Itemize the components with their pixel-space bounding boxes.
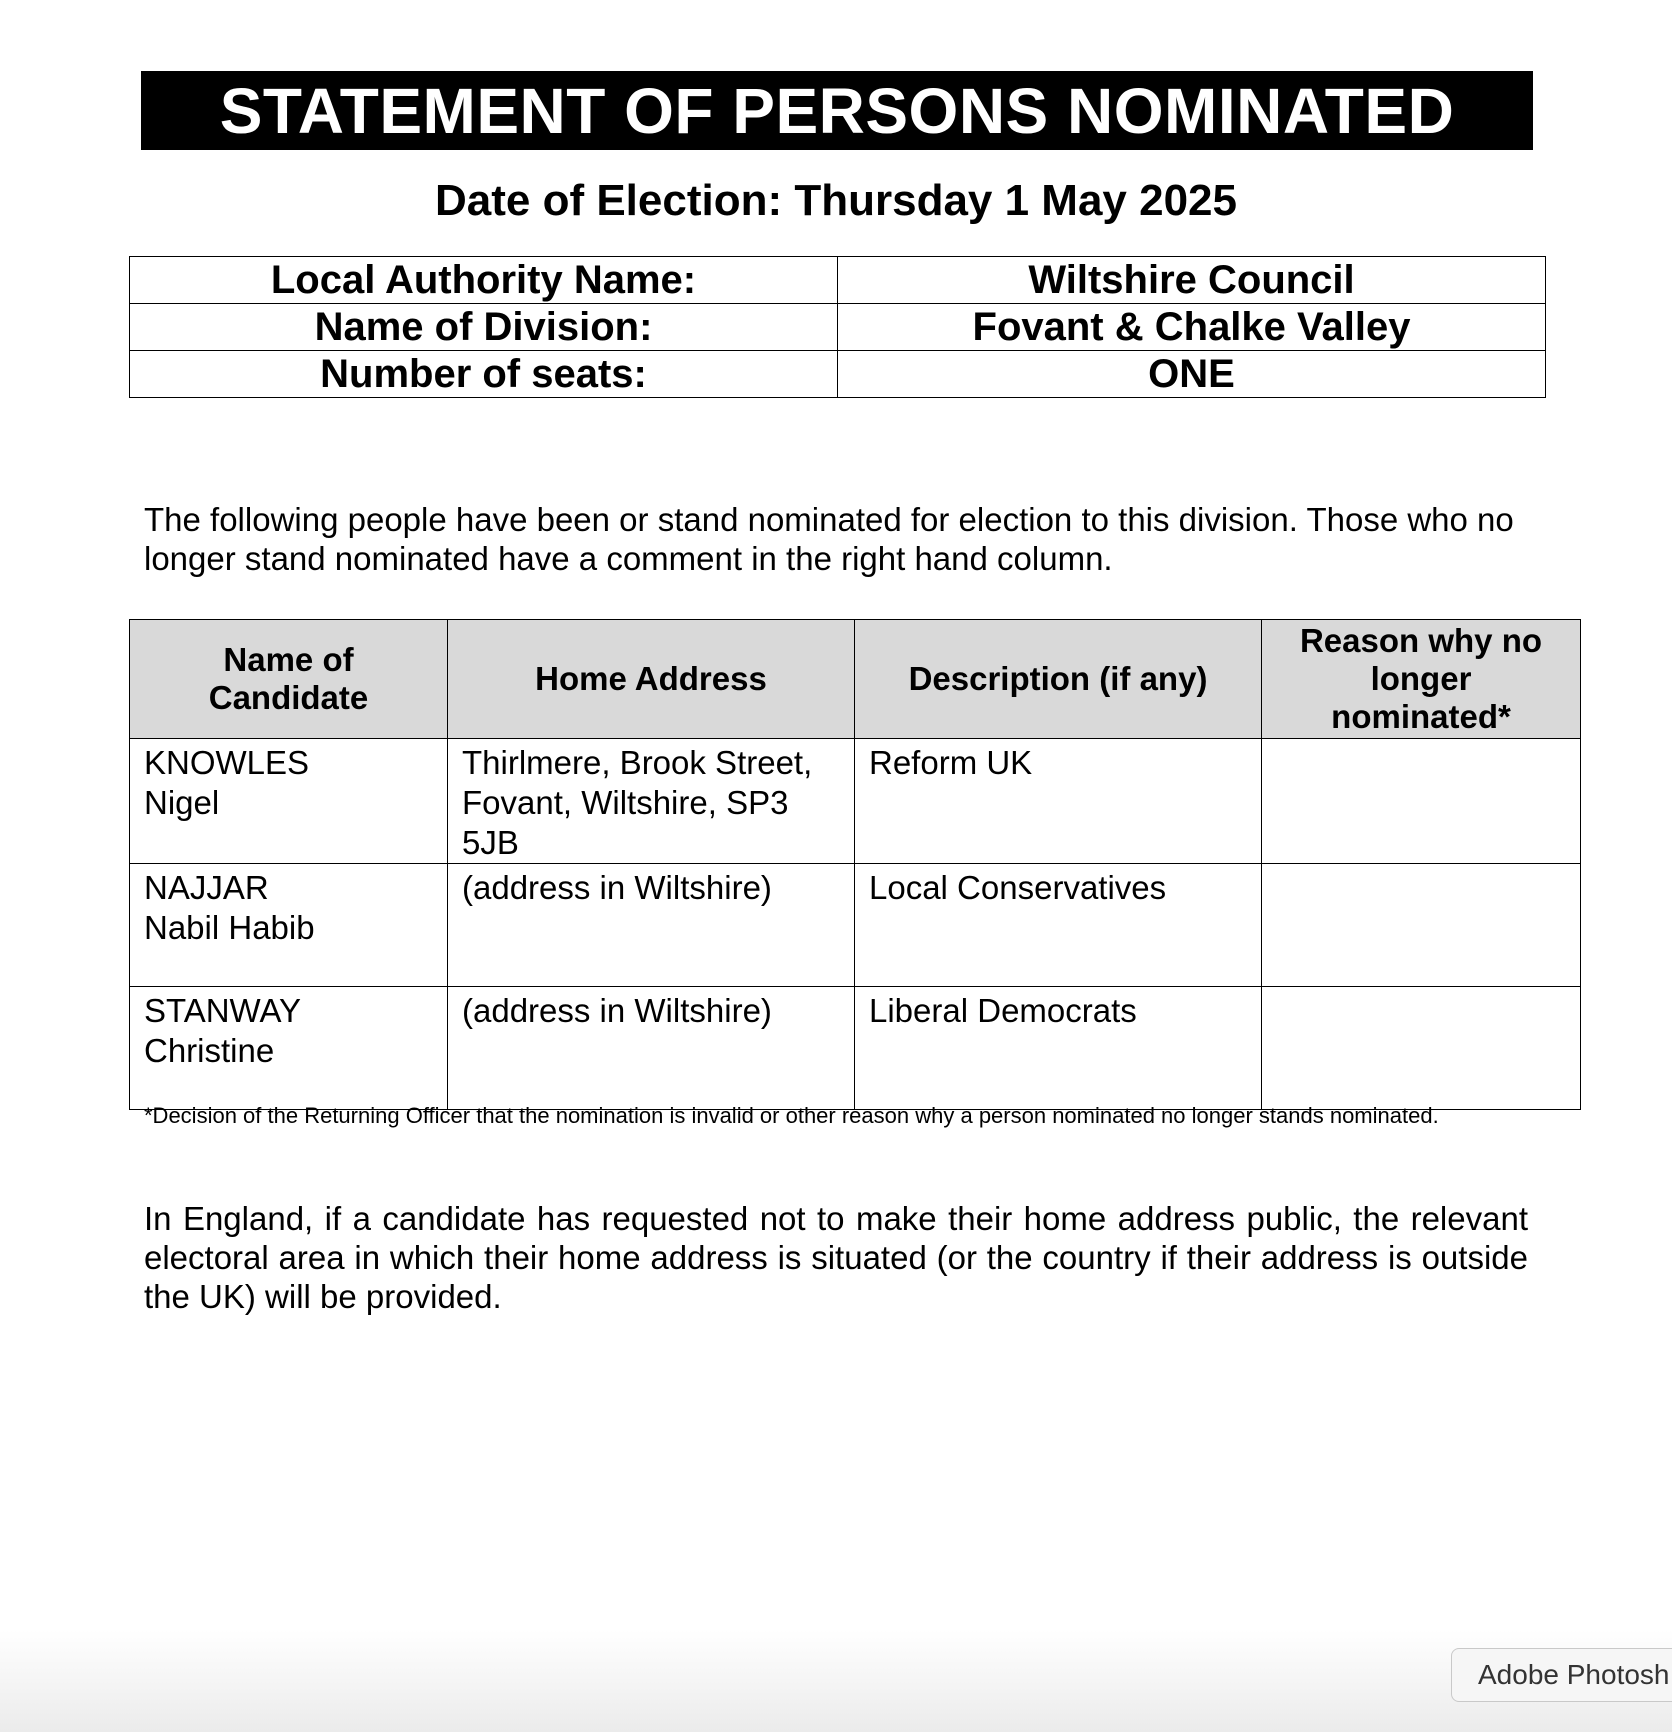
header-address: Home Address (448, 620, 855, 739)
candidate-surname: STANWAY (144, 992, 302, 1029)
election-date: Date of Election: Thursday 1 May 2025 (434, 176, 1238, 225)
info-label: Name of Division: (130, 304, 838, 351)
table-row (130, 864, 1581, 987)
info-row-division (130, 304, 1546, 351)
candidate-description: Reform UK (855, 739, 1262, 864)
candidate-name-cell (130, 739, 448, 864)
header-description: Description (if any) (855, 620, 1262, 739)
authority-info-table (129, 256, 1546, 398)
table-footnote: *Decision of the Returning Officer that the nomination is invalid or other reason why a person nominated no longer stands nominated. (144, 1103, 1439, 1128)
info-value: Wiltshire Council (838, 257, 1546, 304)
table-row (130, 987, 1581, 1110)
table-header-row (130, 620, 1581, 739)
candidate-address: (address in Wiltshire) (448, 987, 855, 1110)
candidate-address: Thirlmere, Brook Street, Fovant, Wiltshire, SP3 5JB (448, 739, 855, 864)
document-title-banner: STATEMENT OF PERSONS NOMINATED (141, 71, 1533, 150)
candidate-description: Liberal Democrats (855, 987, 1262, 1110)
candidate-reason (1262, 864, 1581, 987)
candidates-table (129, 619, 1581, 1110)
header-reason: Reason why no longer nominated* (1262, 620, 1581, 739)
candidate-name-cell (130, 987, 448, 1110)
app-name-chip[interactable]: Adobe Photosh (1451, 1648, 1672, 1702)
info-value: ONE (838, 351, 1546, 398)
candidate-name-cell (130, 864, 448, 987)
address-notice-paragraph: In England, if a candidate has requested not to make their home address public, the relevant electoral area in which their home address is situated (or the country if their address is outside the UK) will be provided. (144, 1200, 1528, 1315)
candidate-reason (1262, 987, 1581, 1110)
info-label: Number of seats: (130, 351, 838, 398)
info-value: Fovant & Chalke Valley (838, 304, 1546, 351)
header-name: Name of Candidate (130, 620, 448, 739)
candidate-description: Local Conservatives (855, 864, 1262, 987)
window-bottom-edge (0, 1630, 1672, 1732)
candidate-surname: NAJJAR (144, 869, 269, 906)
candidate-forenames: Nigel (144, 784, 220, 821)
candidate-forenames: Nabil Habib (144, 909, 315, 946)
candidate-surname: KNOWLES (144, 744, 310, 781)
info-row-seats (130, 351, 1546, 398)
candidate-forenames: Christine (144, 1032, 275, 1069)
table-row (130, 739, 1581, 864)
info-row-authority (130, 257, 1546, 304)
candidate-address: (address in Wiltshire) (448, 864, 855, 987)
info-label: Local Authority Name: (130, 257, 838, 304)
intro-paragraph: The following people have been or stand nominated for election to this division. Those who no longer stand nominated have a comment in the right hand column. (144, 501, 1514, 577)
candidate-reason (1262, 739, 1581, 864)
